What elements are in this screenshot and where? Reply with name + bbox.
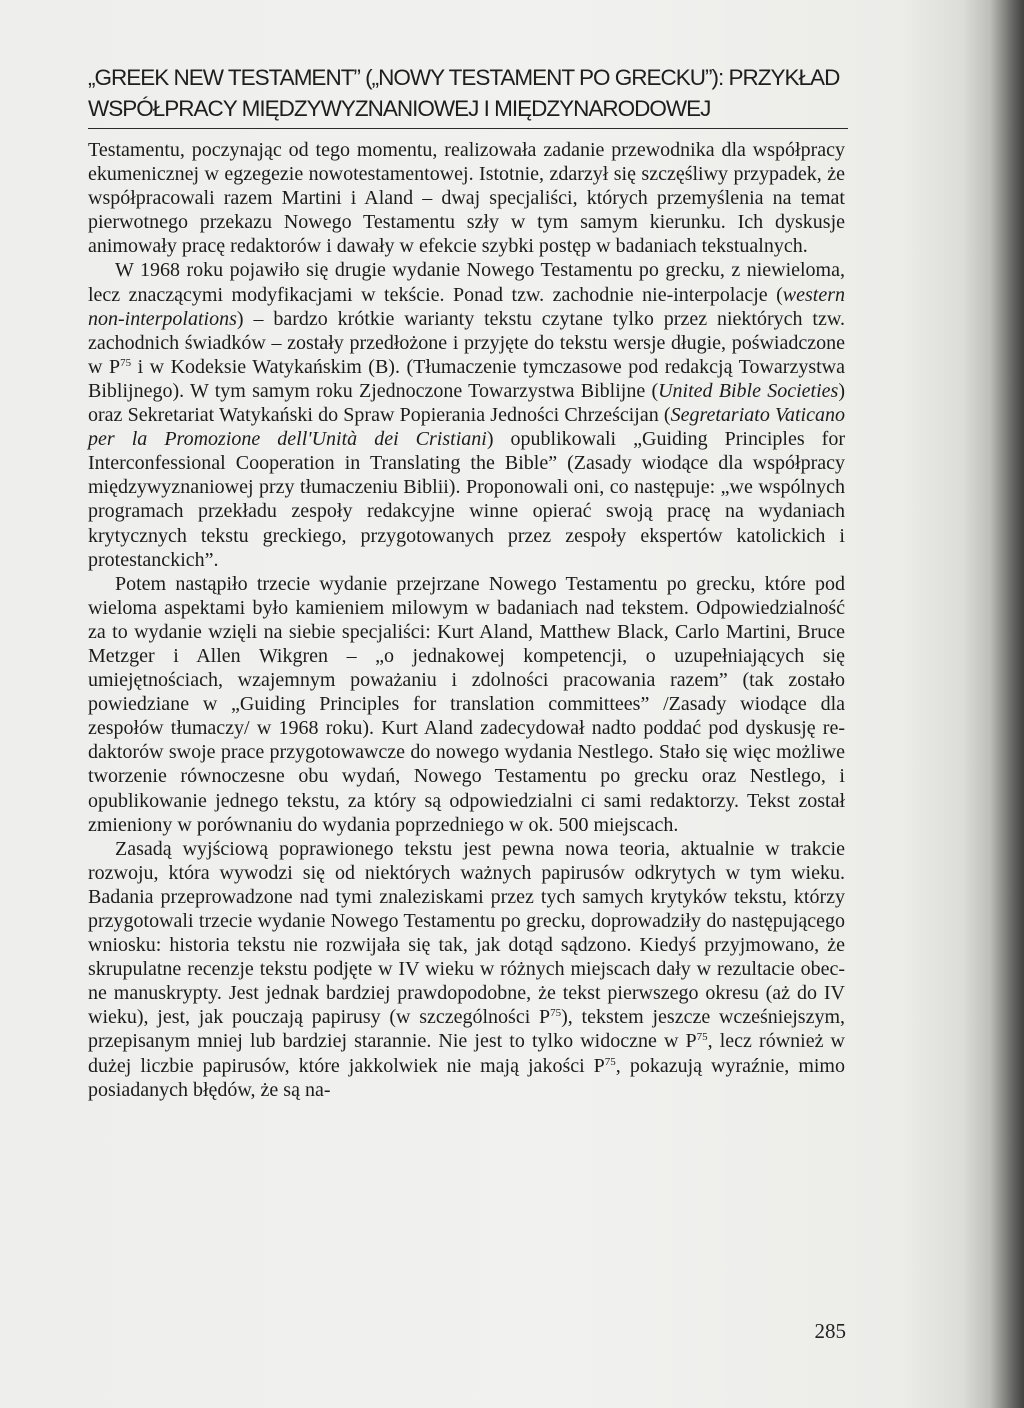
body-text — [88, 138, 845, 1102]
paragraph — [88, 572, 845, 837]
text-run: ) oraz Sekretariat Watykański do Spraw Popierania Jedności Chrześcijan ( — [88, 379, 845, 427]
italic-text: United Bible Societies — [658, 379, 839, 402]
paragraph — [88, 837, 845, 1102]
page-number: 285 — [814, 1319, 846, 1343]
superscript: 75 — [120, 356, 132, 369]
text-run: Potem nastąpiło trzecie wydanie przejrzane Nowego Testamentu po grecku, które pod wieloma aspektami było kamieniem milowym w badaniach nad tekstem. Odpowiedzialność za to wydanie wzięli na siebie specjaliści: Kurt Aland, Matthew Black, Carlo Martini, Bruce Metzger i Allen Wikgren – „o jednakowej kompetencji, o uzupełniających się umiejętnościach, wzajemnym poważaniu i zdolności pracowania razem” (tak zostało powiedziane w „Guiding Principles for translation committees” /Zasady wiodące dla zespołów tłumaczy/ w 1968 roku). Kurt Aland zadecydował nadto poddać pod dyskusję redaktorów swoje prace przygotowawcze do nowego wydania Nestlego. Stało się więc możliwe tworzenie równoczesne obu wydań, Nowego Testamentu po grecku oraz Nestlego, i opublikowanie jednego tekstu, za który są odpowiedzialni ci sami redaktorzy. Tekst został zmieniony w porównaniu do wydania poprzedniego w ok. 500 miejscach. — [88, 572, 845, 836]
running-header: „GREEK NEW TESTAMENT” („NOWY TESTAMENT PO GRECKU”): PRZYKŁAD WSPÓŁPRACY MIĘDZYWYZNANIOWEJ I MIĘDZYNARODOWEJ — [88, 62, 848, 129]
superscript: 75 — [604, 1055, 616, 1068]
italic-text: Segretariato Vaticano per la Promozione dell'Unità dei Cristiani — [88, 404, 845, 451]
paragraph — [88, 138, 845, 258]
text-run: ) opublikowali „Guiding Principles for Interconfessional Cooperation in Translating the Bible” (Zasady wiodące dla współpracy międzywyznaniowej przy tłumaczeniu Biblii). Proponowali oni, co następuje: „we wspólnych programach przekładu zespoły redakcyjne winne opierać swoją pracę na wydaniach krytycznych tekstu greckiego, przygotowanych przez zespoły ekspertów katolickich i protestanckich”. — [88, 428, 845, 571]
text-run: , pokazują wyraźnie, mimo posiadanych błędów, że są na- — [88, 1054, 845, 1101]
text-run: i w Kodeksie Watykańskim (B). (Tłumaczenie tymczasowe pod redakcją Towarzystwa Biblijnego). W tym samym roku Zjednoczone Towarzystwa Biblijne ( — [88, 355, 845, 402]
italic-text: western non-interpolations — [88, 283, 845, 330]
text-run: ) – bardzo krótkie warianty tekstu czytane tylko przez niektórych tzw. zachodnich świadków – zostały przedłożone i przyjęte do tekstu wersje długie, poświadczone w P — [88, 307, 845, 378]
superscript: 75 — [550, 1007, 562, 1020]
superscript: 75 — [696, 1031, 708, 1044]
text-run: Testamentu, poczynając od tego momentu, realizowała zadanie przewodnika dla współpracy ekumenicznej w egzegezie nowotestamentowej. Istotnie, zdarzył się szczęśliwy przypadek, że współpracowali razem Martini i Aland – dwaj specjaliści, których przemyślenia na temat pierwotnego przekazu Nowego Testamentu szły w tym samym kierunku. Ich dyskusje animowały pracę redaktorów i dawały w efekcie szybki postęp w badaniach tekstualnych. — [88, 139, 845, 258]
text-run: ), tekstem jeszcze wcześniejszym, przepisanym mniej lub bardziej starannie. Nie jest to tylko widoczne w P — [88, 1006, 846, 1053]
book-spine-shadow — [990, 0, 1024, 1408]
text-run: Zasadą wyjściową poprawionego tekstu jest pewna nowa teoria, aktualnie w trakcie rozwoju, która wywodzi się od niektórych ważnych papirusów odkrytych w tym wieku. Badania przeprowadzone nad tymi znaleziskami przez tych samych krytyków tekstu, którzy przygotowali trzecie wydanie Nowego Testamentu po grecku, doprowadziły do następującego wniosku: historia tekstu nie rozwijała się tak, jak dotąd sądzono. Kiedyś przyjmowano, że skrupulatne recenzje tekstu podjęte w IV wieku w różnych miejscach dały w rezultacie obecne manuskrypty. Jest jednak bardziej prawdopodobne, że tekst pierwszego okresu (aż do IV wieku), jest, jak pouczają papirusy (w szczególności P — [88, 837, 845, 1029]
text-run: , lecz również w dużej liczbie papirusów, które jakkolwiek nie mają jakości P — [88, 1030, 846, 1077]
text-run: W 1968 roku pojawiło się drugie wydanie Nowego Testamentu po grecku, z niewieloma, lecz znaczącymi modyfikacjami w tekście. Ponad tzw. zachodnie nie-interpolacje ( — [88, 259, 845, 306]
paragraph — [88, 258, 845, 571]
